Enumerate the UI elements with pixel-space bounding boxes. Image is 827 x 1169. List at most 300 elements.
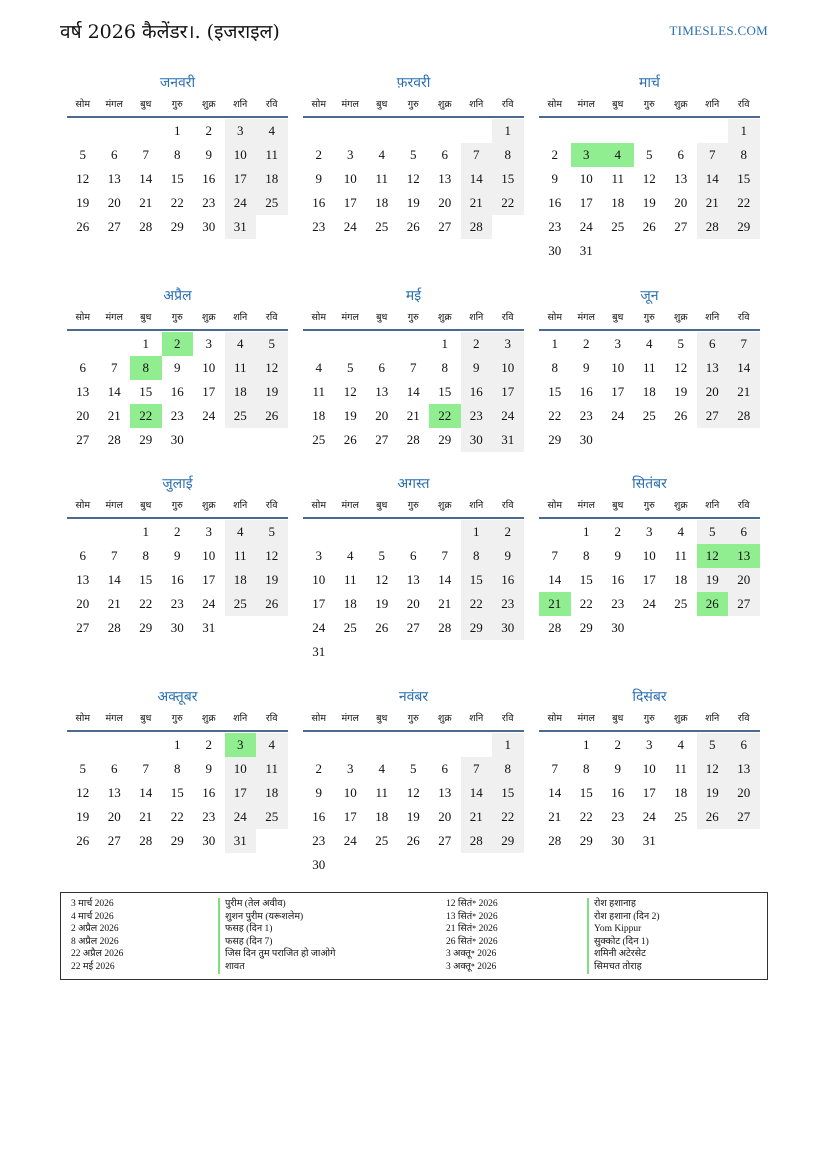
empty-cell <box>461 119 493 143</box>
day-cell: 4 <box>378 761 385 776</box>
day-cell: 26 <box>406 833 420 848</box>
day-cell: 22 <box>170 195 184 210</box>
day-cell: 14 <box>107 572 121 587</box>
month-name: अगस्त <box>397 476 430 492</box>
day-cell: 18 <box>256 781 288 805</box>
day-cell: 31 <box>202 620 216 635</box>
day-cell: 8 <box>551 360 558 375</box>
day-cell: 15 <box>579 572 593 587</box>
day-cell: 20 <box>107 809 121 824</box>
day-cell: 24 <box>343 219 357 234</box>
day-cell: 17 <box>642 785 656 800</box>
weekday-header <box>303 94 524 118</box>
weekday-label: शुक्र <box>437 500 452 511</box>
empty-cell <box>398 332 430 356</box>
weekday-label: रवि <box>737 312 750 323</box>
day-cell: 28 <box>461 215 493 239</box>
day-cell: 13 <box>107 785 121 800</box>
day-cell: 6 <box>378 360 385 375</box>
day-cell: 2 <box>492 520 524 544</box>
day-cell: 12 <box>406 785 420 800</box>
day-cell: 5 <box>410 761 417 776</box>
day-cell: 20 <box>438 809 452 824</box>
weekday-label: शुक्र <box>673 500 688 511</box>
day-cell: 1 <box>142 336 149 351</box>
day-cell: 6 <box>677 147 684 162</box>
day-cell: 16 <box>202 171 216 186</box>
day-cell: 16 <box>312 195 326 210</box>
day-cell: 20 <box>107 195 121 210</box>
day-cell: 22 <box>492 191 524 215</box>
day-cell: 2 <box>614 524 621 539</box>
day-cell: 24 <box>579 219 593 234</box>
day-cell: 17 <box>225 781 257 805</box>
weekday-label: मंगल <box>105 500 123 511</box>
day-cell: 3 <box>205 336 212 351</box>
day-cell: 8 <box>728 143 760 167</box>
day-grid <box>303 520 524 664</box>
month-block <box>67 686 288 853</box>
day-cell: 3 <box>225 119 257 143</box>
day-cell: 10 <box>202 360 216 375</box>
day-cell: 8 <box>583 761 590 776</box>
day-cell: 20 <box>406 596 420 611</box>
weekday-label: बुध <box>140 500 152 511</box>
weekday-label: गुरु <box>407 713 419 724</box>
day-cell: 12 <box>375 572 389 587</box>
day-cell: 4 <box>315 360 322 375</box>
day-grid <box>539 332 760 452</box>
day-cell: 6 <box>441 147 448 162</box>
day-cell: 5 <box>677 336 684 351</box>
day-cell: 24 <box>225 805 257 829</box>
day-cell: 11 <box>375 785 389 800</box>
day-cell: 24 <box>642 596 656 611</box>
day-cell: 8 <box>174 147 181 162</box>
day-cell: 6 <box>728 520 760 544</box>
day-cell: 26 <box>674 408 688 423</box>
weekday-label: शनि <box>705 713 720 724</box>
weekday-label: गुरु <box>407 500 419 511</box>
weekday-label: शनि <box>233 312 248 323</box>
day-cell: 25 <box>674 809 688 824</box>
day-cell: 7 <box>697 143 729 167</box>
day-cell: 1 <box>492 119 524 143</box>
holiday-names-left <box>218 898 335 974</box>
day-cell: 18 <box>225 380 257 404</box>
day-cell: 18 <box>375 195 389 210</box>
holiday-name: रोश हशानाह <box>594 899 636 909</box>
day-cell: 13 <box>697 356 729 380</box>
day-cell: 23 <box>548 219 562 234</box>
day-cell: 31 <box>225 829 257 853</box>
month-name: जनवरी <box>159 75 196 91</box>
day-cell: 28 <box>139 833 153 848</box>
weekday-header <box>539 307 760 331</box>
empty-cell <box>366 332 398 356</box>
day-cell: 23 <box>312 219 326 234</box>
day-cell: 13 <box>76 384 90 399</box>
holiday-name: शावत <box>225 961 245 972</box>
day-cell: 8 <box>492 143 524 167</box>
day-cell: 28 <box>406 432 420 447</box>
day-cell: 11 <box>312 384 326 399</box>
weekday-label: शनि <box>469 312 484 323</box>
day-cell: 19 <box>256 380 288 404</box>
weekday-label: रवि <box>501 500 514 511</box>
month-block <box>539 473 760 640</box>
day-cell: 15 <box>492 167 524 191</box>
empty-cell <box>539 733 571 757</box>
empty-cell <box>539 520 571 544</box>
day-cell: 12 <box>343 384 357 399</box>
month-block <box>303 285 524 452</box>
day-cell: 13 <box>76 572 90 587</box>
day-cell: 30 <box>461 428 493 452</box>
day-cell: 1 <box>142 524 149 539</box>
weekday-label: शनि <box>469 500 484 511</box>
day-cell: 2 <box>315 761 322 776</box>
day-cell: 20 <box>438 195 452 210</box>
day-cell: 21 <box>406 408 420 423</box>
day-cell: 24 <box>312 620 326 635</box>
weekday-label: शनि <box>233 500 248 511</box>
day-cell: 23 <box>312 833 326 848</box>
weekday-label: मंगल <box>105 312 123 323</box>
day-cell: 4 <box>347 548 354 563</box>
day-cell: 10 <box>642 761 656 776</box>
day-cell: 3 <box>347 147 354 162</box>
day-cell: 23 <box>611 596 625 611</box>
day-cell: 11 <box>343 572 357 587</box>
day-cell: 20 <box>375 408 389 423</box>
day-cell: 28 <box>728 404 760 428</box>
weekday-label: सोम <box>75 500 91 511</box>
day-cell: 1 <box>492 733 524 757</box>
day-cell: 26 <box>76 219 90 234</box>
holiday-date: 21 सितं॰ 2026 <box>446 924 498 935</box>
weekday-label: शनि <box>705 500 720 511</box>
day-cell: 13 <box>375 384 389 399</box>
day-cell: 15 <box>438 384 452 399</box>
day-cell: 3 <box>646 524 653 539</box>
weekday-label: सोम <box>311 713 327 724</box>
day-cell: 7 <box>441 548 448 563</box>
day-cell: 2 <box>551 147 558 162</box>
day-cell: 10 <box>492 356 524 380</box>
day-cell: 27 <box>76 620 90 635</box>
weekday-label: बुध <box>376 713 388 724</box>
month-name: अक्तूबर <box>157 689 198 705</box>
day-cell: 2 <box>583 336 590 351</box>
day-cell: 16 <box>611 572 625 587</box>
day-cell: 30 <box>312 857 326 872</box>
day-cell: 9 <box>614 548 621 563</box>
day-cell: 19 <box>406 809 420 824</box>
day-cell: 1 <box>728 119 760 143</box>
day-cell: 22 <box>492 805 524 829</box>
holiday-date: 3 अक्तू॰ 2026 <box>446 961 497 972</box>
day-grid <box>303 119 524 239</box>
weekday-label: बुध <box>612 312 624 323</box>
day-cell: 26 <box>375 620 389 635</box>
empty-cell <box>539 119 571 143</box>
day-cell: 24 <box>611 408 625 423</box>
weekday-label: गुरु <box>171 312 183 323</box>
empty-cell <box>99 520 131 544</box>
day-cell: 8 <box>492 757 524 781</box>
day-cell: 13 <box>406 572 420 587</box>
weekday-label: रवि <box>501 99 514 110</box>
day-cell: 14 <box>438 572 452 587</box>
month-block <box>539 285 760 452</box>
day-cell: 30 <box>611 833 625 848</box>
day-cell: 25 <box>375 833 389 848</box>
empty-cell <box>398 520 430 544</box>
day-cell: 4 <box>646 336 653 351</box>
empty-cell <box>67 733 99 757</box>
day-cell: 25 <box>343 620 357 635</box>
day-cell: 30 <box>611 620 625 635</box>
weekday-label: बुध <box>612 99 624 110</box>
holiday-name: जिस दिन तुम पराजित हो जाओगे <box>225 949 336 960</box>
day-cell: 29 <box>170 833 184 848</box>
day-cell: 1 <box>174 737 181 752</box>
day-cell: 1 <box>583 524 590 539</box>
day-cell: 18 <box>256 167 288 191</box>
day-cell: 11 <box>256 143 288 167</box>
day-cell: 11 <box>225 544 257 568</box>
day-cell: 24 <box>202 596 216 611</box>
day-cell: 19 <box>642 195 656 210</box>
weekday-label: सोम <box>547 713 563 724</box>
day-cell: 21 <box>728 380 760 404</box>
day-cell: 12 <box>76 785 90 800</box>
day-cell: 31 <box>642 833 656 848</box>
day-cell: 16 <box>579 384 593 399</box>
holiday-list <box>60 892 768 980</box>
empty-cell <box>571 119 603 143</box>
day-cell: 11 <box>674 548 688 563</box>
day-grid <box>303 733 524 877</box>
day-cell: 26 <box>642 219 656 234</box>
day-cell: 8 <box>142 548 149 563</box>
day-cell: 27 <box>76 432 90 447</box>
day-cell: 10 <box>343 785 357 800</box>
day-cell: 25 <box>225 404 257 428</box>
empty-cell <box>366 119 398 143</box>
day-cell: 15 <box>139 384 153 399</box>
day-cell: 15 <box>548 384 562 399</box>
holiday-date: 22 मई 2026 <box>71 961 115 972</box>
weekday-label: शनि <box>469 713 484 724</box>
day-cell: 26 <box>256 592 288 616</box>
day-cell: 14 <box>461 781 493 805</box>
month-block <box>539 72 760 263</box>
holiday-name: Yom Kippur <box>594 924 642 935</box>
site-link[interactable]: TIMESLES.COM <box>669 23 768 38</box>
weekday-label: मंगल <box>577 312 595 323</box>
day-cell: 18 <box>312 408 326 423</box>
day-cell: 3 <box>347 761 354 776</box>
day-cell: 5 <box>256 332 288 356</box>
day-cell: 6 <box>410 548 417 563</box>
day-grid <box>67 119 288 239</box>
day-cell: 15 <box>170 785 184 800</box>
weekday-label: सोम <box>75 713 91 724</box>
day-cell: 29 <box>139 620 153 635</box>
day-cell: 19 <box>674 384 688 399</box>
day-cell: 26 <box>343 432 357 447</box>
weekday-header <box>539 495 760 519</box>
day-cell: 29 <box>170 219 184 234</box>
day-grid <box>67 332 288 452</box>
weekday-label: मंगल <box>341 500 359 511</box>
holiday-date: 2 अप्रैल 2026 <box>71 924 119 935</box>
holiday-name: सुक्कोट (दिन 1) <box>594 936 649 947</box>
day-cell: 14 <box>548 785 562 800</box>
day-cell: 21 <box>438 596 452 611</box>
weekday-label: गुरु <box>171 99 183 110</box>
day-cell: 7 <box>461 757 493 781</box>
holiday-date: 3 मार्च 2026 <box>71 899 114 909</box>
day-cell: 9 <box>492 544 524 568</box>
day-cell: 17 <box>579 195 593 210</box>
day-cell: 10 <box>611 360 625 375</box>
weekday-label: गुरु <box>171 713 183 724</box>
day-cell: 22 <box>461 592 493 616</box>
day-cell: 5 <box>410 147 417 162</box>
weekday-label: सोम <box>311 312 327 323</box>
weekday-label: सोम <box>75 99 91 110</box>
empty-cell <box>130 119 162 143</box>
weekday-label: बुध <box>376 312 388 323</box>
day-cell: 12 <box>406 171 420 186</box>
day-cell: 4 <box>677 737 684 752</box>
day-cell: 8 <box>441 360 448 375</box>
weekday-label: शुक्र <box>673 713 688 724</box>
day-cell: 27 <box>438 833 452 848</box>
day-cell: 26 <box>406 219 420 234</box>
day-cell: 6 <box>441 761 448 776</box>
day-cell: 14 <box>461 167 493 191</box>
weekday-label: रवि <box>265 500 278 511</box>
weekday-label: शनि <box>233 99 248 110</box>
weekday-label: रवि <box>501 312 514 323</box>
weekday-label: बुध <box>612 713 624 724</box>
weekday-header <box>303 307 524 331</box>
weekday-label: गुरु <box>643 312 655 323</box>
day-cell: 23 <box>202 809 216 824</box>
day-cell: 24 <box>225 191 257 215</box>
day-cell: 28 <box>548 833 562 848</box>
day-cell: 25 <box>256 191 288 215</box>
day-cell: 6 <box>111 761 118 776</box>
day-cell: 21 <box>139 195 153 210</box>
weekday-label: बुध <box>140 99 152 110</box>
day-cell: 31 <box>492 428 524 452</box>
day-cell: 24 <box>492 404 524 428</box>
holiday-date: 4 मार्च 2026 <box>71 911 114 922</box>
empty-cell <box>335 520 367 544</box>
weekday-label: सोम <box>311 500 327 511</box>
day-cell: 22 <box>130 404 162 428</box>
empty-cell <box>130 733 162 757</box>
day-cell: 15 <box>461 568 493 592</box>
empty-cell <box>429 520 461 544</box>
page-title: वर्ष 2026 कैलेंडर।. (इजराइल) <box>60 21 280 43</box>
day-cell: 8 <box>461 544 493 568</box>
day-cell: 23 <box>170 596 184 611</box>
weekday-header <box>67 708 288 732</box>
day-cell: 21 <box>139 809 153 824</box>
day-cell: 6 <box>728 733 760 757</box>
day-cell: 23 <box>611 809 625 824</box>
empty-cell <box>366 520 398 544</box>
day-cell: 9 <box>461 356 493 380</box>
day-cell: 29 <box>548 432 562 447</box>
day-cell: 29 <box>579 620 593 635</box>
weekday-label: शुक्र <box>201 500 216 511</box>
day-cell: 4 <box>256 733 288 757</box>
day-cell: 4 <box>225 332 257 356</box>
holiday-dates-left <box>71 898 123 974</box>
weekday-label: रवि <box>501 713 514 724</box>
day-cell: 9 <box>614 761 621 776</box>
day-cell: 21 <box>539 592 571 616</box>
weekday-label: सोम <box>547 312 563 323</box>
day-cell: 15 <box>579 785 593 800</box>
weekday-label: गुरु <box>643 500 655 511</box>
day-cell: 26 <box>697 592 729 616</box>
day-cell: 2 <box>315 147 322 162</box>
empty-cell <box>335 733 367 757</box>
day-cell: 22 <box>728 191 760 215</box>
day-cell: 4 <box>677 524 684 539</box>
day-cell: 27 <box>406 620 420 635</box>
day-cell: 14 <box>548 572 562 587</box>
day-cell: 22 <box>170 809 184 824</box>
day-cell: 16 <box>170 572 184 587</box>
weekday-header <box>67 307 288 331</box>
month-name: जून <box>640 288 659 304</box>
day-cell: 12 <box>674 360 688 375</box>
weekday-label: मंगल <box>341 312 359 323</box>
day-cell: 21 <box>461 191 493 215</box>
month-name: मई <box>405 288 422 304</box>
day-cell: 17 <box>611 384 625 399</box>
day-cell: 30 <box>202 219 216 234</box>
holiday-date: 26 सितं॰ 2026 <box>446 936 498 947</box>
day-cell: 25 <box>256 805 288 829</box>
day-cell: 21 <box>548 809 562 824</box>
day-cell: 27 <box>107 219 121 234</box>
day-cell: 18 <box>375 809 389 824</box>
day-cell: 19 <box>375 596 389 611</box>
day-cell: 5 <box>378 548 385 563</box>
day-cell: 8 <box>174 761 181 776</box>
day-cell: 18 <box>343 596 357 611</box>
day-cell: 22 <box>579 596 593 611</box>
month-name: नवंबर <box>398 689 429 705</box>
day-cell: 9 <box>174 548 181 563</box>
holiday-dates-right <box>446 898 498 974</box>
day-cell: 17 <box>202 572 216 587</box>
holiday-name: पुरीम (तेल अवीव) <box>225 899 286 909</box>
empty-cell <box>665 119 697 143</box>
day-cell: 19 <box>343 408 357 423</box>
day-cell: 14 <box>107 384 121 399</box>
